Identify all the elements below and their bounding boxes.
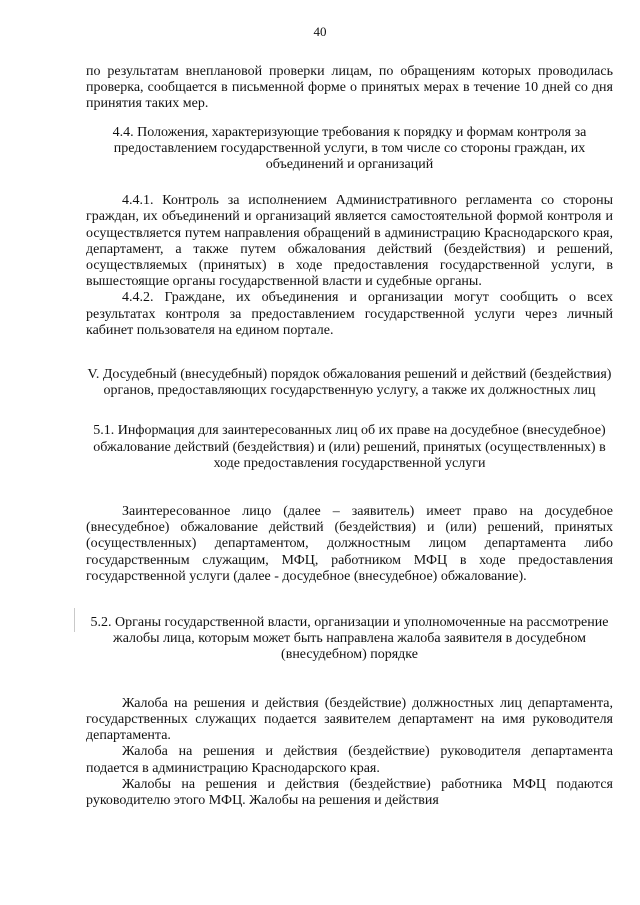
paragraph-4-4-2: 4.4.2. Граждане, их объединения и организации могут сообщить о всех результатах контроля за предоставлением государственной услуги через личный кабинет пользователя на едином портале. (86, 290, 613, 338)
scan-margin-mark (74, 608, 75, 632)
document-body (86, 64, 613, 809)
paragraph-interested-person: Заинтересованное лицо (далее – заявитель) имеет право на досудебное (внесудебное) обжалование действий (бездействия) и (или) решений, принятых (осуществленных) департаментом, должностным лицом департамента либо государственным служащим, МФЦ, работником МФЦ в ходе предоставления государственной услуги (далее - досудебное (внесудебное) обжалование). (86, 504, 613, 584)
page-number: 40 (313, 24, 327, 39)
section-heading-4-4: 4.4. Положения, характеризующие требования к порядку и формам контроля за предоставлением государственной услуги, в том числе со стороны граждан, их объединений и организаций (112, 124, 587, 173)
paragraph-complaint-mfc: Жалобы на решения и действия (бездействие) работника МФЦ подаются руководителю этого МФЦ. Жалобы на решения и действия (86, 776, 613, 808)
section-heading-5-1: 5.1. Информация для заинтересованных лиц об их праве на досудебное (внесудебное) обжалование действий (бездействия) и (или) решений, принятых (осуществленных) в ходе предоставления государственной услуги (93, 423, 606, 471)
paragraph-4-4-1: 4.4.1. Контроль за исполнением Административного регламента со стороны граждан, их объединений и организаций является самостоятельной формой контроля и осуществляется путем направления обращений в администрацию Краснодарского края, департамент, а также путем обжалования действий (бездействия) и решений, осуществляемых (принятых) в ходе предоставления государственной услуги, в вышестоящие органы государственной власти и судебные органы. (86, 193, 613, 290)
chapter-heading-v: V. Досудебный (внесудебный) порядок обжалования решений и действий (бездействия) органов, предоставляющих государственную услугу, а также их должностных лиц (87, 367, 612, 399)
paragraph-complaint-officials: Жалоба на решения и действия (бездействие) должностных лиц департамента, государственных служащих подается заявителем департамент на имя руководителя департамента. (86, 695, 613, 744)
paragraph-complaint-head: Жалоба на решения и действия (бездействие) руководителя департамента подается в администрацию Краснодарского края. (86, 744, 613, 776)
section-heading-5-2: 5.2. Органы государственной власти, организации и уполномоченные на рассмотрение жалобы лица, которым может быть направлена жалоба заявителя в досудебном (внесудебном) порядке (90, 615, 609, 663)
paragraph-intro: по результатам внеплановой проверки лицам, по обращениям которых проводилась проверка, сообщается в письменной форме о принятых мерах в течение 10 дней со дня принятия таких мер. (86, 64, 613, 112)
